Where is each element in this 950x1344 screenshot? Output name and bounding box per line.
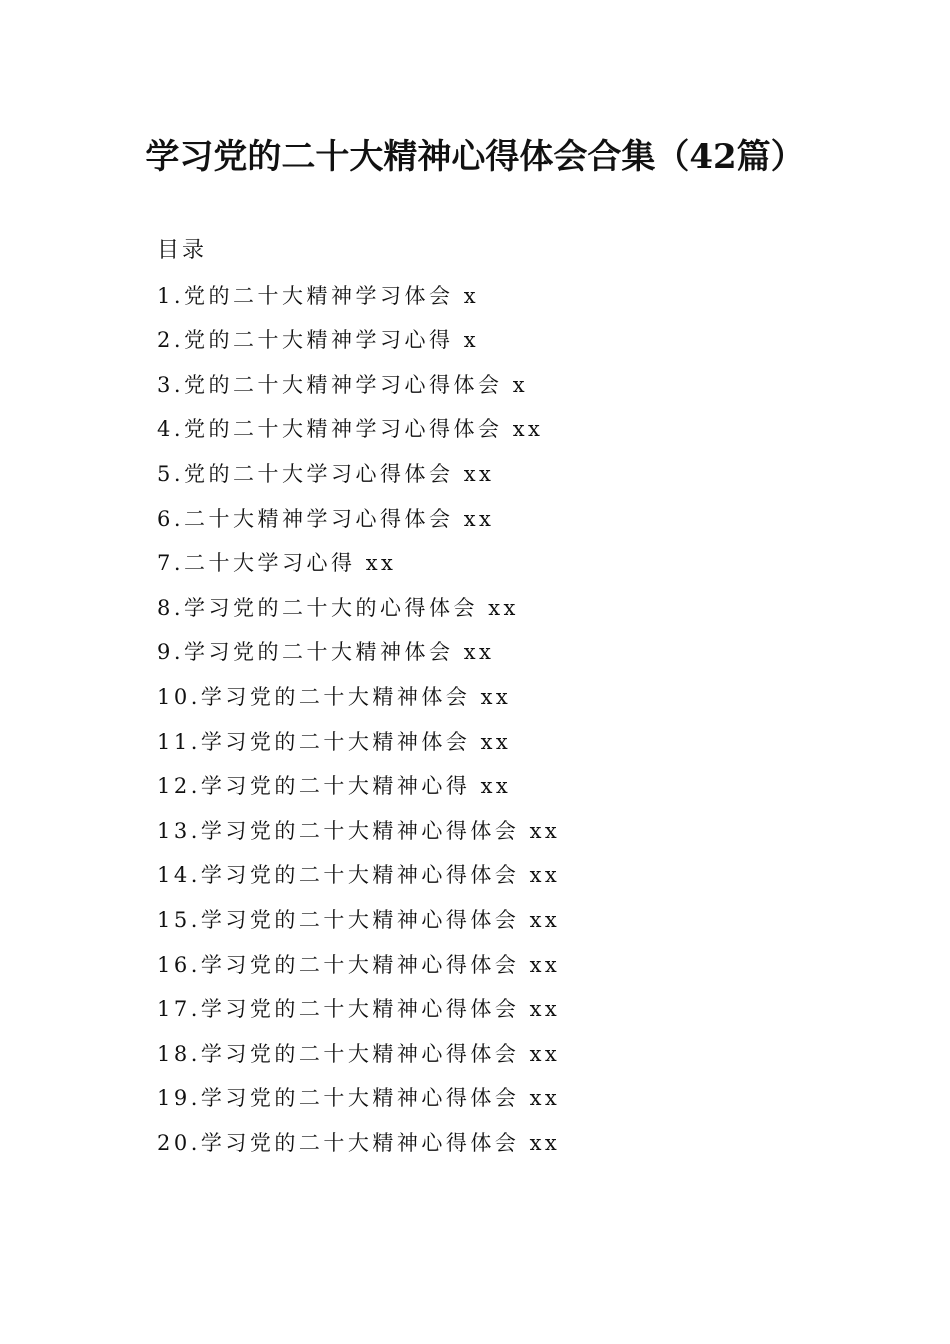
toc-item: 5.党的二十大学习心得体会 xx [157, 461, 495, 486]
toc-item: 18.学习党的二十大精神心得体会 xx [157, 1041, 561, 1066]
toc-item: 8.学习党的二十大的心得体会 xx [157, 595, 519, 620]
toc-item: 13.学习党的二十大精神心得体会 xx [157, 818, 561, 843]
toc-item: 7.二十大学习心得 xx [157, 551, 397, 576]
toc-item: 9.学习党的二十大精神体会 xx [157, 640, 495, 665]
toc-item: 20.学习党的二十大精神心得体会 xx [157, 1130, 561, 1155]
toc-item: 11.学习党的二十大精神体会 xx [157, 729, 512, 754]
toc-item: 4.党的二十大精神学习心得体会 xx [157, 417, 544, 442]
toc-heading: 目录 [157, 238, 208, 263]
table-of-contents [157, 231, 857, 1167]
toc-item: 6.二十大精神学习心得体会 xx [157, 506, 495, 531]
toc-item: 1.党的二十大精神学习体会 x [157, 283, 480, 308]
document-title: 学习党的二十大精神心得体会合集（42篇） [145, 137, 805, 177]
toc-item: 16.学习党的二十大精神心得体会 xx [157, 952, 561, 977]
toc-item: 19.学习党的二十大精神心得体会 xx [157, 1086, 561, 1111]
toc-item: 14.学习党的二十大精神心得体会 xx [157, 863, 561, 888]
toc-item: 15.学习党的二十大精神心得体会 xx [157, 907, 561, 932]
toc-item: 10.学习党的二十大精神体会 xx [157, 684, 512, 709]
toc-item: 12.学习党的二十大精神心得 xx [157, 774, 512, 799]
toc-item: 17.学习党的二十大精神心得体会 xx [157, 997, 561, 1022]
toc-item: 3.党的二十大精神学习心得体会 x [157, 372, 529, 397]
toc-list [157, 276, 857, 1168]
toc-item: 2.党的二十大精神学习心得 x [157, 328, 480, 353]
